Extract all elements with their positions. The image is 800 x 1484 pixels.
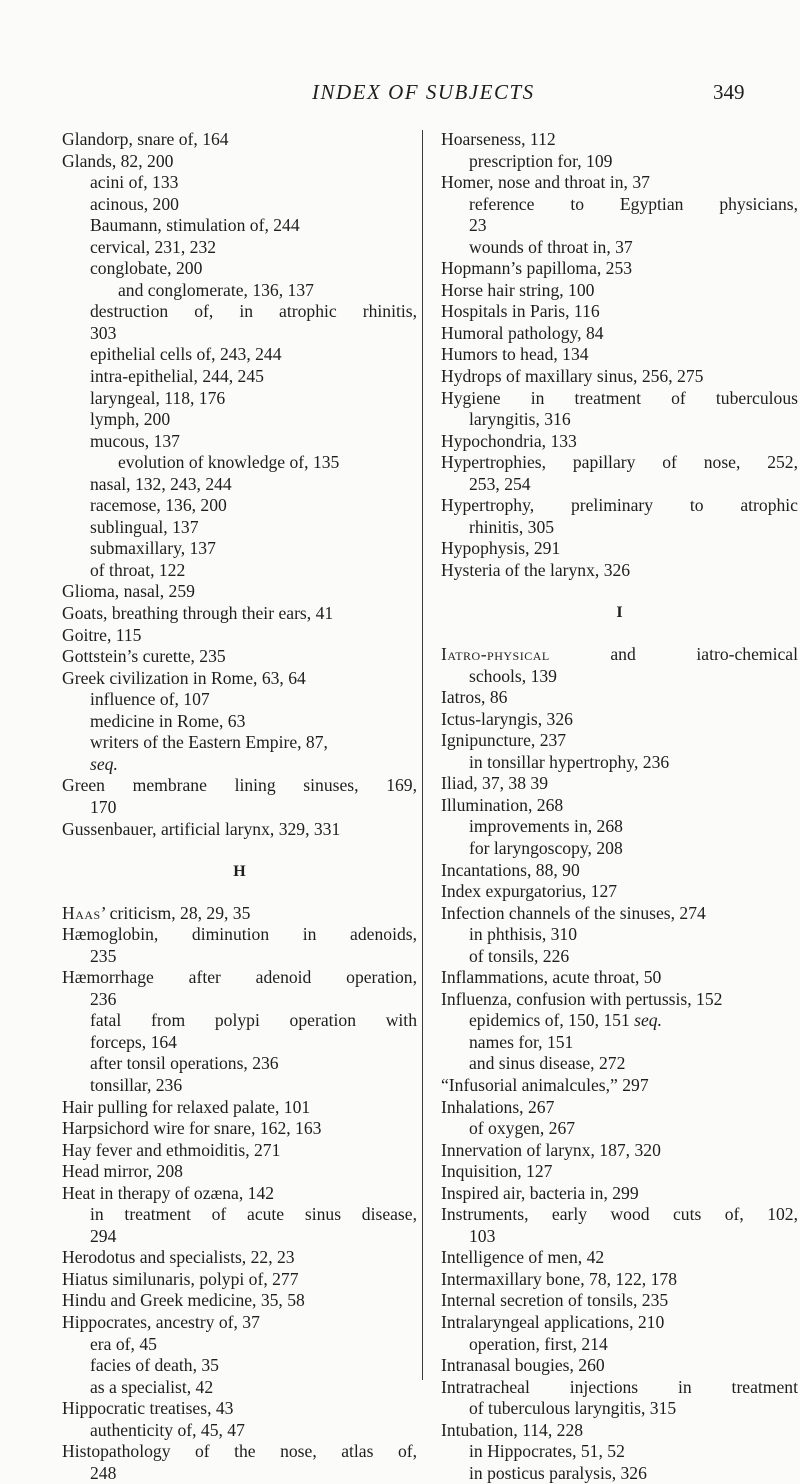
index-entry: [441, 323, 798, 345]
entry-text: Index expurgatorius, 127: [441, 881, 618, 902]
entry-text: Incantations, 88, 90: [441, 859, 580, 880]
entry-text: in Hippocrates, 51, 52: [469, 1441, 625, 1462]
index-subentry: [441, 1463, 798, 1484]
entry-text: Infection channels of the sinuses, 274: [441, 902, 706, 923]
column-divider: [422, 130, 423, 1380]
entry-text: era of, 45: [90, 1333, 157, 1354]
entry-text: 248: [90, 1462, 117, 1483]
index-entry: [441, 431, 798, 453]
entry-text: destruction of, in atrophic rhinitis,: [90, 301, 417, 322]
entry-text: Hypertrophy, preliminary to atrophic: [441, 495, 798, 516]
entry-text: 103: [469, 1225, 496, 1246]
entry-text: Hydrops of maxillary sinus, 256, 275: [441, 366, 704, 387]
index-subentry: [441, 194, 798, 216]
index-entry: [441, 1183, 798, 1205]
entry-text: Internal secretion of tonsils, 235: [441, 1290, 669, 1311]
entry-text: Influenza, confusion with pertussis, 152: [441, 988, 723, 1009]
index-entry: [62, 1247, 417, 1269]
index-subentry: [441, 838, 798, 860]
entry-text: Greek civilization in Rome, 63, 64: [62, 667, 306, 688]
index-entry: [62, 1118, 417, 1140]
index-entry: [441, 129, 798, 151]
entry-text: lymph, 200: [90, 409, 171, 430]
index-subentry: [62, 215, 417, 237]
entry-text: Iatros, 86: [441, 687, 508, 708]
index-entry: [441, 344, 798, 366]
entry-text: Hippocratic treatises, 43: [62, 1398, 234, 1419]
entry-text: racemose, 136, 200: [90, 495, 227, 516]
index-entry: [441, 1312, 798, 1334]
entry-text: in tonsillar hypertrophy, 236: [469, 751, 670, 772]
index-entry: [441, 730, 798, 752]
index-entry: [441, 301, 798, 323]
index-subentry: [62, 388, 417, 410]
entry-text: Innervation of larynx, 187, 320: [441, 1139, 661, 1160]
index-entry: [441, 1247, 798, 1269]
index-subentry: [62, 560, 417, 582]
entry-text: facies of death, 35: [90, 1355, 219, 1376]
index-subentry: [62, 1420, 417, 1442]
entry-text: Ictus-laryngis, 326: [441, 708, 573, 729]
index-entry: [441, 538, 798, 560]
index-entry: [441, 495, 798, 517]
index-entry: [441, 687, 798, 709]
entry-text: Humoral pathology, 84: [441, 322, 604, 343]
index-subentry: [441, 237, 798, 259]
index-entry: [62, 129, 417, 151]
entry-text: Inflammations, acute throat, 50: [441, 967, 662, 988]
section-letter-heading: H: [233, 863, 246, 881]
index-entry: [62, 151, 417, 173]
entry-text: laryngeal, 118, 176: [90, 387, 226, 408]
index-subentry: [62, 495, 417, 517]
entry-text: Hopmann’s papilloma, 253: [441, 258, 633, 279]
entry-text: mucous, 137: [90, 430, 180, 451]
entry-text: in treatment of acute sinus disease,: [90, 1204, 417, 1225]
entry-text: Goitre, 115: [62, 624, 142, 645]
index-subentry: [62, 538, 417, 560]
entry-text: of throat, 122: [90, 559, 186, 580]
index-subentry: [441, 1398, 798, 1420]
index-entry: [441, 366, 798, 388]
index-subentry: [62, 754, 417, 776]
entry-text: of tonsils, 226: [469, 945, 570, 966]
index-subentry: [62, 1463, 417, 1484]
index-entry: [62, 1441, 417, 1463]
entry-small-caps: Haas: [62, 902, 101, 923]
entry-text-italic: seq.: [634, 1010, 663, 1031]
entry-text: 294: [90, 1225, 117, 1246]
index-subentry: [62, 1075, 417, 1097]
index-subentry: [441, 1032, 798, 1054]
entry-text: 23: [469, 215, 487, 236]
entry-text: sublingual, 137: [90, 516, 199, 537]
entry-text: Illumination, 268: [441, 794, 564, 815]
index-entry: [441, 452, 798, 474]
entry-text: Intratracheal injections in treatment: [441, 1376, 798, 1397]
index-entry: [62, 1183, 417, 1205]
index-entry: [62, 581, 417, 603]
index-subentry: [62, 689, 417, 711]
index-entry: [441, 388, 798, 410]
index-subentry: [62, 732, 417, 754]
index-entry: [441, 1161, 798, 1183]
entry-text: 235: [90, 945, 117, 966]
entry-text: Humors to head, 134: [441, 344, 589, 365]
index-subentry: [441, 1441, 798, 1463]
index-subentry: [62, 452, 417, 474]
entry-text: Glands, 82, 200: [62, 150, 174, 171]
entry-text: acinous, 200: [90, 193, 179, 214]
entry-text: 303: [90, 322, 117, 343]
entry-text: Gottstein’s curette, 235: [62, 646, 226, 667]
index-entry: [62, 603, 417, 625]
entry-text: Hindu and Greek medicine, 35, 58: [62, 1290, 305, 1311]
entry-text: in posticus paralysis, 326: [469, 1462, 647, 1483]
entry-text: as a specialist, 42: [90, 1376, 214, 1397]
entry-text: cervical, 231, 232: [90, 236, 217, 257]
entry-text: Instruments, early wood cuts of, 102,: [441, 1204, 798, 1225]
entry-text: Iliad, 37, 38 39: [441, 773, 549, 794]
entry-text: 236: [90, 988, 117, 1009]
entry-text: intra-epithelial, 244, 245: [90, 366, 264, 387]
index-subentry: [441, 474, 798, 496]
index-entry: [441, 860, 798, 882]
entry-text: Hysteria of the larynx, 326: [441, 559, 631, 580]
index-subentry: [441, 752, 798, 774]
index-entry: [62, 1398, 417, 1420]
entry-text: 253, 254: [469, 473, 531, 494]
entry-text: improvements in, 268: [469, 816, 623, 837]
index-entry: [441, 1290, 798, 1312]
entry-text: acini of, 133: [90, 172, 179, 193]
index-subentry: [441, 666, 798, 688]
index-subentry: [62, 258, 417, 280]
index-entry: [62, 1097, 417, 1119]
index-subentry: [62, 431, 417, 453]
entry-text: laryngitis, 316: [469, 409, 571, 430]
entry-text: authenticity of, 45, 47: [90, 1419, 245, 1440]
entry-text: Herodotus and specialists, 22, 23: [62, 1247, 295, 1268]
index-subentry: [62, 1377, 417, 1399]
entry-text: in phthisis, 310: [469, 924, 578, 945]
entry-text: Green membrane lining sinuses, 169,: [62, 775, 417, 796]
index-entry: [62, 924, 417, 946]
entry-text: after tonsil operations, 236: [90, 1053, 279, 1074]
index-subentry: [441, 1053, 798, 1075]
index-subentry: [441, 409, 798, 431]
index-subentry: [62, 1355, 417, 1377]
index-entry: [441, 1075, 798, 1097]
entry-text: reference to Egyptian physicians,: [469, 193, 798, 214]
entry-text: forceps, 164: [90, 1031, 177, 1052]
entry-text: Intelligence of men, 42: [441, 1247, 605, 1268]
index-entry: [441, 1097, 798, 1119]
entry-text: Hypertrophies, papillary of nose, 252,: [441, 452, 798, 473]
index-subentry: [62, 797, 417, 819]
index-subentry: [441, 924, 798, 946]
index-entry: [62, 646, 417, 668]
page-header: [0, 80, 800, 110]
entry-text: 170: [90, 796, 117, 817]
entry-text: Histopathology of the nose, atlas of,: [62, 1441, 417, 1462]
index-entry: [441, 795, 798, 817]
entry-text: Heat in therapy of ozæna, 142: [62, 1182, 275, 1203]
index-entry: [441, 881, 798, 903]
entry-text: for laryngoscopy, 208: [469, 837, 623, 858]
index-entry: [62, 668, 417, 690]
index-column-right: [426, 129, 798, 1484]
entry-text: of tuberculous laryngitis, 315: [469, 1398, 677, 1419]
index-subentry: [441, 151, 798, 173]
entry-text: writers of the Eastern Empire, 87,: [90, 732, 328, 753]
entry-text: evolution of knowledge of, 135: [118, 452, 340, 473]
index-subentry: [441, 1010, 798, 1032]
entry-text: Intermaxillary bone, 78, 122, 178: [441, 1268, 677, 1289]
index-subentry: [62, 172, 417, 194]
index-entry: [62, 1140, 417, 1162]
entry-text: influence of, 107: [90, 689, 210, 710]
entry-text: Hæmorrhage after adenoid operation,: [62, 967, 417, 988]
entry-text: nasal, 132, 243, 244: [90, 473, 232, 494]
index-entry: [441, 1420, 798, 1442]
entry-text: Inhalations, 267: [441, 1096, 555, 1117]
index-entry: [62, 903, 417, 925]
entry-text: Glandorp, snare of, 164: [62, 129, 229, 149]
entry-text: Gussenbauer, artificial larynx, 329, 331: [62, 818, 341, 839]
index-subentry: [62, 1010, 417, 1032]
entry-text: Intranasal bougies, 260: [441, 1355, 605, 1376]
index-subentry: [62, 711, 417, 733]
index-entry: [441, 280, 798, 302]
index-subentry: [62, 344, 417, 366]
entry-text: Hæmoglobin, diminution in adenoids,: [62, 924, 417, 945]
index-subentry: [62, 474, 417, 496]
index-entry: [441, 903, 798, 925]
entry-text: names for, 151: [469, 1031, 574, 1052]
entry-text: and conglomerate, 136, 137: [118, 279, 314, 300]
index-subentry: [62, 280, 417, 302]
entry-text: Hygiene in treatment of tuberculous: [441, 387, 798, 408]
index-subentry: [62, 1204, 417, 1226]
index-subentry: [441, 1118, 798, 1140]
index-entry: [441, 989, 798, 1011]
index-entry: [62, 967, 417, 989]
index-entry: [441, 1140, 798, 1162]
index-entry: [62, 1161, 417, 1183]
entry-text: Inquisition, 127: [441, 1161, 553, 1182]
index-subentry: [62, 1334, 417, 1356]
entry-text: Head mirror, 208: [62, 1161, 183, 1182]
entry-text: Ignipuncture, 237: [441, 730, 567, 751]
index-entry: [441, 1204, 798, 1226]
index-entry: [62, 775, 417, 797]
index-subentry: [62, 366, 417, 388]
index-entry: [62, 1269, 417, 1291]
index-subentry: [62, 409, 417, 431]
entry-text: Harpsichord wire for snare, 162, 163: [62, 1118, 322, 1139]
page-number: 349: [713, 80, 745, 104]
entry-text: rhinitis, 305: [469, 516, 555, 537]
index-subentry: [62, 517, 417, 539]
index-subentry: [62, 301, 417, 323]
index-entry: [62, 1290, 417, 1312]
entry-text: Baumann, stimulation of, 244: [90, 215, 300, 236]
index-entry: [62, 819, 417, 841]
index-subentry: [62, 323, 417, 345]
entry-text: of oxygen, 267: [469, 1118, 576, 1139]
entry-text: schools, 139: [469, 665, 557, 686]
entry-text: wounds of throat in, 37: [469, 236, 633, 257]
running-title: INDEX OF SUBJECTS: [312, 80, 535, 104]
entry-text: epithelial cells of, 243, 244: [90, 344, 282, 365]
index-entry: [441, 644, 798, 666]
index-subentry: [441, 1226, 798, 1248]
index-subentry: [441, 215, 798, 237]
entry-text: Intralaryngeal applications, 210: [441, 1311, 665, 1332]
entry-text: and sinus disease, 272: [469, 1053, 626, 1074]
entry-text: Intubation, 114, 228: [441, 1419, 584, 1440]
entry-text: seq.: [90, 753, 118, 774]
entry-text: Hospitals in Paris, 116: [441, 301, 600, 322]
index-subentry: [62, 1032, 417, 1054]
entry-small-caps: Iatro-physical: [441, 644, 550, 665]
section-letter-heading: I: [616, 604, 623, 622]
index-column-left: [62, 129, 417, 1484]
entry-text: ’ criticism, 28, 29, 35: [100, 902, 251, 923]
entry-text: conglobate, 200: [90, 258, 203, 279]
entry-text: prescription for, 109: [469, 150, 613, 171]
index-entry: [441, 560, 798, 582]
index-subentry: [441, 816, 798, 838]
entry-text: Hypochondria, 133: [441, 430, 577, 451]
entry-text: fatal from polypi operation with: [90, 1010, 417, 1031]
entry-text: Hypophysis, 291: [441, 538, 561, 559]
index-entry: [441, 1269, 798, 1291]
entry-text: Inspired air, bacteria in, 299: [441, 1182, 639, 1203]
index-subentry: [441, 517, 798, 539]
entry-text: operation, first, 214: [469, 1333, 608, 1354]
entry-text: tonsillar, 236: [90, 1074, 183, 1095]
index-subentry: [62, 194, 417, 216]
entry-text: epidemics of, 150, 151: [469, 1010, 635, 1031]
index-entry: [62, 625, 417, 647]
index-subentry: [441, 1334, 798, 1356]
entry-text: Glioma, nasal, 259: [62, 581, 195, 602]
index-subentry: [62, 1053, 417, 1075]
entry-text: Hay fever and ethmoiditis, 271: [62, 1139, 281, 1160]
entry-text: Hippocrates, ancestry of, 37: [62, 1311, 260, 1332]
index-entry: [441, 1355, 798, 1377]
entry-text: Hair pulling for relaxed palate, 101: [62, 1096, 311, 1117]
index-subentry: [62, 1226, 417, 1248]
index-entry: [62, 1312, 417, 1334]
index-subentry: [62, 946, 417, 968]
entry-text: Hiatus similunaris, polypi of, 277: [62, 1268, 299, 1289]
index-entry: [441, 709, 798, 731]
index-subentry: [62, 989, 417, 1011]
index-entry: [441, 1377, 798, 1399]
entry-text: Homer, nose and throat in, 37: [441, 172, 650, 193]
index-subentry: [441, 946, 798, 968]
entry-text: and iatro-chemical: [549, 644, 798, 665]
index-entry: [441, 172, 798, 194]
entry-text: Goats, breathing through their ears, 41: [62, 603, 334, 624]
entry-text: medicine in Rome, 63: [90, 710, 246, 731]
index-entry: [441, 773, 798, 795]
index-entry: [441, 258, 798, 280]
entry-text: Hoarseness, 112: [441, 129, 556, 149]
entry-text: “Infusorial animalcules,” 297: [441, 1074, 649, 1095]
index-entry: [441, 967, 798, 989]
entry-text: Horse hair string, 100: [441, 279, 595, 300]
index-subentry: [62, 237, 417, 259]
entry-text: submaxillary, 137: [90, 538, 216, 559]
